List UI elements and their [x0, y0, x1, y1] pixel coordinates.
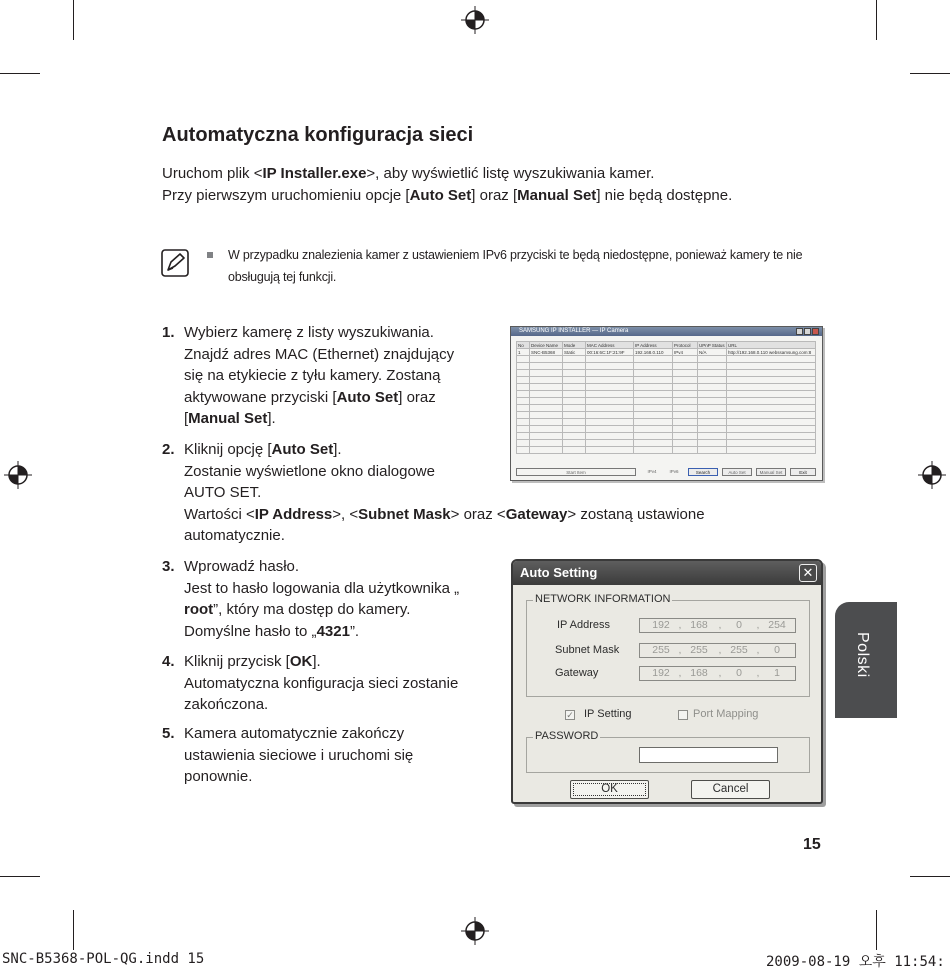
ip-address-field[interactable]: 192 , 168 , 0 , 254	[639, 618, 796, 633]
ipv4-checkbox[interactable]: IPv4	[647, 469, 657, 474]
table-row	[517, 440, 816, 447]
camera-list-table	[516, 341, 816, 454]
language-tab-label: Polski	[854, 632, 871, 678]
slug-timestamp: 2009-08-19 오후 11:54:	[766, 954, 945, 970]
registration-mark-icon	[461, 917, 489, 945]
maximize-icon	[804, 328, 811, 335]
note-pencil-icon	[160, 248, 190, 278]
registration-mark-icon	[4, 461, 32, 489]
ip-address-label: IP Address	[557, 619, 610, 631]
crop-mark	[0, 73, 40, 74]
page-number: 15	[803, 836, 821, 853]
password-group: PASSWORD	[526, 737, 810, 773]
port-mapping-checkbox[interactable]	[678, 710, 688, 720]
auto-set-button[interactable]: Auto Set	[722, 468, 752, 476]
close-icon	[812, 328, 819, 335]
table-row	[517, 405, 816, 412]
table-row	[517, 363, 816, 370]
note-text: W przypadku znalezienia kamer z ustawieniem IPv6 przyciski te będą niedostępne, ponieważ kamery te nie obsługują tej funkcji.	[228, 248, 803, 284]
table-row	[517, 384, 816, 391]
close-icon[interactable]: ✕	[799, 564, 817, 582]
ip-setting-label: IP Setting	[584, 708, 632, 720]
subnet-mask-label: Subnet Mask	[555, 644, 620, 656]
search-button[interactable]: Search	[688, 468, 718, 476]
exit-button[interactable]: Exit	[790, 468, 816, 476]
subnet-mask-field[interactable]: 255 , 255 , 255 , 0	[639, 643, 796, 658]
step-number: 2.	[162, 441, 175, 458]
window-titlebar: SAMSUNG IP INSTALLER — IP Camera	[511, 327, 822, 336]
installer-footer	[516, 468, 817, 477]
crop-mark	[0, 876, 40, 877]
dialog-title: Auto Setting	[520, 565, 598, 580]
table-row: 1 SNC-B5368 Static 00:16:6C:1F:21:9F 192.168.0.110 IPv4 N/A http://192.168.0.110 webssamsung.com:8	[517, 349, 816, 356]
step-number: 3.	[162, 558, 175, 575]
password-input[interactable]	[639, 747, 778, 763]
registration-mark-icon	[461, 6, 489, 34]
step-number: 1.	[162, 324, 175, 341]
table-row	[517, 356, 816, 363]
dialog-titlebar	[513, 561, 821, 585]
ip-installer-screenshot	[510, 326, 823, 481]
minimize-icon	[796, 328, 803, 335]
table-row	[517, 447, 816, 454]
table-row	[517, 377, 816, 384]
crop-mark	[73, 910, 74, 950]
registration-mark-icon	[918, 461, 946, 489]
crop-mark	[876, 910, 877, 950]
table-header-row: No Device Name Mode MAC Address IP Address Protocol UPnP Status URL	[517, 342, 816, 349]
manual-set-button[interactable]: Manual Set	[756, 468, 786, 476]
table-row	[517, 412, 816, 419]
cancel-button[interactable]: Cancel	[691, 780, 770, 799]
ok-button[interactable]: OK	[570, 780, 649, 799]
table-row	[517, 419, 816, 426]
network-information-group: NETWORK INFORMATION	[526, 600, 810, 697]
intro-paragraph: Uruchom plik <IP Installer.exe>, aby wyświetlić listę wyszukiwania kamer. Przy pierwszym uruchomieniu opcje [Auto Set] oraz [Manual Set] nie będą dostępne.	[162, 165, 733, 204]
auto-setting-dialog	[511, 559, 823, 804]
step-number: 5.	[162, 725, 175, 742]
slug-file-info: SNC-B5368-POL-QG.indd 15	[2, 951, 205, 967]
bullet	[207, 252, 213, 258]
table-row	[517, 433, 816, 440]
ipv6-checkbox[interactable]: IPv6	[669, 469, 679, 474]
section-title: Automatyczna konfiguracja sieci	[162, 124, 474, 146]
table-row	[517, 398, 816, 405]
step-number: 4.	[162, 653, 175, 670]
port-mapping-label: Port Mapping	[693, 708, 759, 720]
crop-mark	[73, 0, 74, 40]
gateway-field[interactable]: 192 , 168 , 0 , 1	[639, 666, 796, 681]
table-row	[517, 426, 816, 433]
table-row	[517, 391, 816, 398]
crop-mark	[910, 876, 950, 877]
ip-setting-checkbox[interactable]: ✓	[566, 710, 574, 720]
gateway-label: Gateway	[555, 667, 599, 679]
crop-mark	[876, 0, 877, 40]
start-item-field: Start Item	[516, 468, 636, 476]
crop-mark	[910, 73, 950, 74]
table-row	[517, 370, 816, 377]
